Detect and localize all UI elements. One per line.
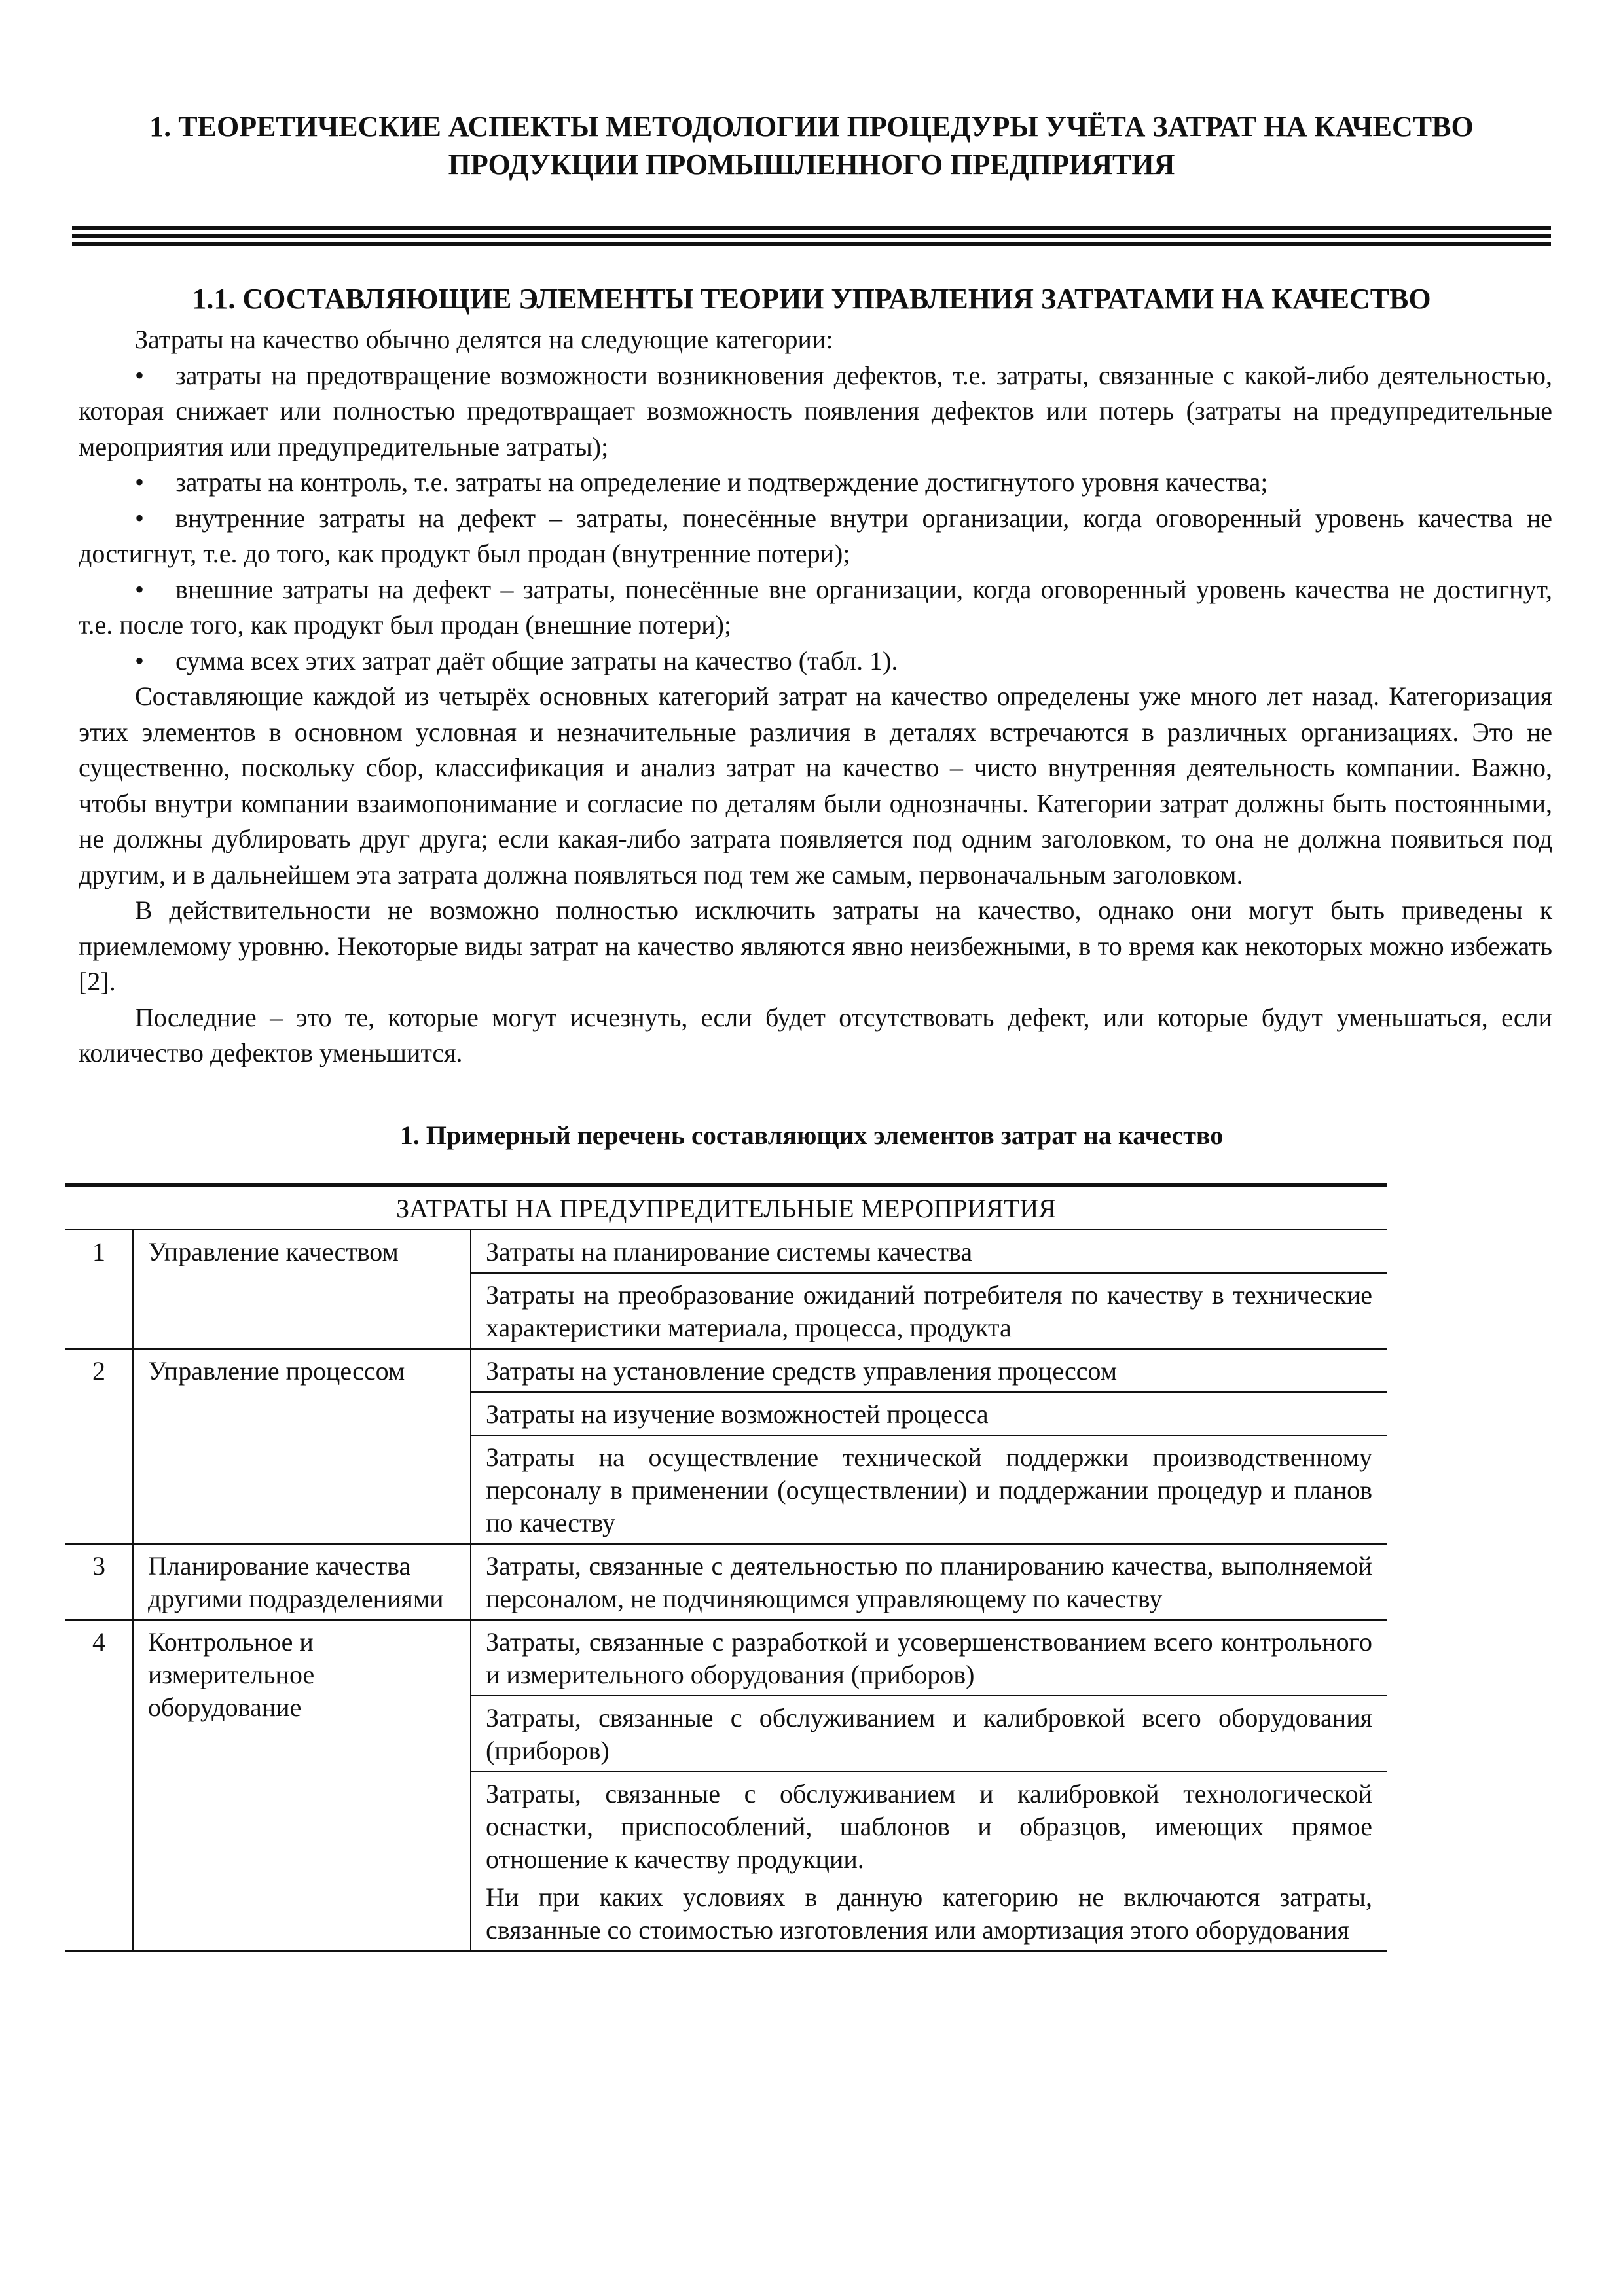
chapter-title	[72, 108, 1551, 184]
row-category: Контрольное и измерительное оборудование	[133, 1620, 471, 1951]
section-title: 1.1. СОСТАВЛЯЮЩИЕ ЭЛЕМЕНТЫ ТЕОРИИ УПРАВЛЕНИЯ ЗАТРАТАМИ НА КАЧЕСТВО	[192, 283, 1431, 315]
body-paragraph: В действительности не возможно полностью исключить затраты на качество, однако они могут быть приведены к приемлемому уровню. Некоторые виды затрат на качество являются явно неизбежными, в то время как некоторых можно избежать [2].	[79, 895, 1552, 996]
title-divider-middle	[72, 234, 1551, 238]
table-caption: 1. Примерный перечень составляющих элементов затрат на качество	[399, 1121, 1224, 1150]
bullet-text: внутренние затраты на дефект – затраты, понесённые внутри организации, когда оговоренный уровень качества не достигнут, т.е. до того, как продукт был продан (внутренние потери);	[79, 503, 1552, 568]
bullet-icon: •	[135, 645, 145, 675]
row-item: Затраты, связанные с разработкой и усовершенствованием всего контрольного и измерительного оборудования (приборов)	[471, 1620, 1387, 1696]
row-item: Затраты, связанные с обслуживанием и калибровкой технологической оснастки, приспособлений, шаблонов и образцов, имеющих прямое отношение к качеству продукции.	[486, 1779, 1372, 1874]
table-group-header: ЗАТРАТЫ НА ПРЕДУПРЕДИТЕЛЬНЫЕ МЕРОПРИЯТИЯ	[65, 1185, 1387, 1230]
table-row	[65, 1544, 1387, 1620]
body-text	[79, 322, 1552, 1071]
bullet-item	[79, 358, 1552, 465]
title-divider-bottom	[72, 242, 1551, 246]
bullet-icon: •	[135, 360, 145, 390]
row-item: Ни при каких условиях в данную категорию не включаются затраты, связанные со стоимостью изготовления или амортизация этого оборудования	[471, 1880, 1387, 1951]
table-group-header-row	[65, 1185, 1387, 1230]
row-item: Затраты на изучение возможностей процесса	[471, 1392, 1387, 1435]
bullet-item	[79, 643, 1552, 679]
table-row	[65, 1620, 1387, 1696]
quality-costs-table	[65, 1183, 1387, 1952]
row-item: Затраты, связанные с обслуживанием и калибровкой всего оборудования (приборов)	[471, 1696, 1387, 1772]
body-paragraph: Составляющие каждой из четырёх основных категорий затрат на качество определены уже много лет назад. Категоризация этих элементов в основном условная и незначительные различия в деталях встречаются в различных организациях. Это не существенно, поскольку сбор, классификация и анализ затрат на качество – чисто внутренняя деятельность компании. Важно, чтобы внутри компании взаимопонимание и согласие по деталям были однозначны. Категории затрат должны быть постоянными, не должны дублировать друг друга; если какая-либо затрата появляется под одним заголовком, то она не должна появиться под другим, и в дальнейшем эта затрата должна появляться под тем же самым, первоначальным заголовком.	[79, 681, 1552, 889]
table-row	[65, 1230, 1387, 1273]
body-paragraph: Последние – это те, которые могут исчезнуть, если будет отсутствовать дефект, или которые будут уменьшаться, если количество дефектов уменьшится.	[79, 1002, 1552, 1067]
row-item: Затраты на преобразование ожиданий потребителя по качеству в технические характеристики материала, процесса, продукта	[471, 1273, 1387, 1349]
intro-paragraph: Затраты на качество обычно делятся на следующие категории:	[135, 325, 833, 354]
row-item: Затраты на планирование системы качества	[471, 1230, 1387, 1273]
chapter-title-line-1: 1. ТЕОРЕТИЧЕСКИЕ АСПЕКТЫ МЕТОДОЛОГИИ ПРОЦЕДУРЫ УЧЁТА ЗАТРАТ НА КАЧЕСТВО	[149, 111, 1474, 143]
row-category: Планирование качества другими подразделениями	[133, 1544, 471, 1620]
bullet-icon: •	[135, 574, 145, 604]
bullet-item	[79, 572, 1552, 643]
table-row	[65, 1349, 1387, 1392]
bullet-text: затраты на предотвращение возможности возникновения дефектов, т.е. затраты, связанные с какой-либо деятельностью, которая снижает или полностью предотвращает возможность появления дефектов или потерь (затраты на предупредительные мероприятия или предупредительные затраты);	[79, 360, 1552, 461]
bullet-text: внешние затраты на дефект – затраты, понесённые вне организации, когда оговоренный уровень качества не достигнут, т.е. после того, как продукт был продан (внешние потери);	[79, 574, 1552, 639]
row-category: Управление качеством	[133, 1230, 471, 1349]
row-item: Затраты на установление средств управления процессом	[471, 1349, 1387, 1392]
row-item: Затраты на осуществление технической поддержки производственному персоналу в применении (осуществлении) и поддержании процедур и планов по качеству	[471, 1435, 1387, 1544]
row-number: 1	[65, 1230, 133, 1349]
row-number: 4	[65, 1620, 133, 1951]
bullet-item	[79, 465, 1552, 501]
title-divider-top	[72, 226, 1551, 230]
chapter-title-line-2: ПРОДУКЦИИ ПРОМЫШЛЕННОГО ПРЕДПРИЯТИЯ	[448, 149, 1175, 181]
bullet-text: затраты на контроль, т.е. затраты на определение и подтверждение достигнутого уровня качества;	[175, 467, 1268, 497]
bullet-item	[79, 501, 1552, 572]
bullet-icon: •	[135, 467, 145, 497]
row-category: Управление процессом	[133, 1349, 471, 1544]
bullet-icon: •	[135, 503, 145, 533]
bullet-text: сумма всех этих затрат даёт общие затраты на качество (табл. 1).	[175, 645, 898, 675]
row-number: 2	[65, 1349, 133, 1544]
row-number: 3	[65, 1544, 133, 1620]
row-item: Затраты, связанные с деятельностью по планированию качества, выполняемой персоналом, не подчиняющимся управляющему по качеству	[471, 1544, 1387, 1620]
